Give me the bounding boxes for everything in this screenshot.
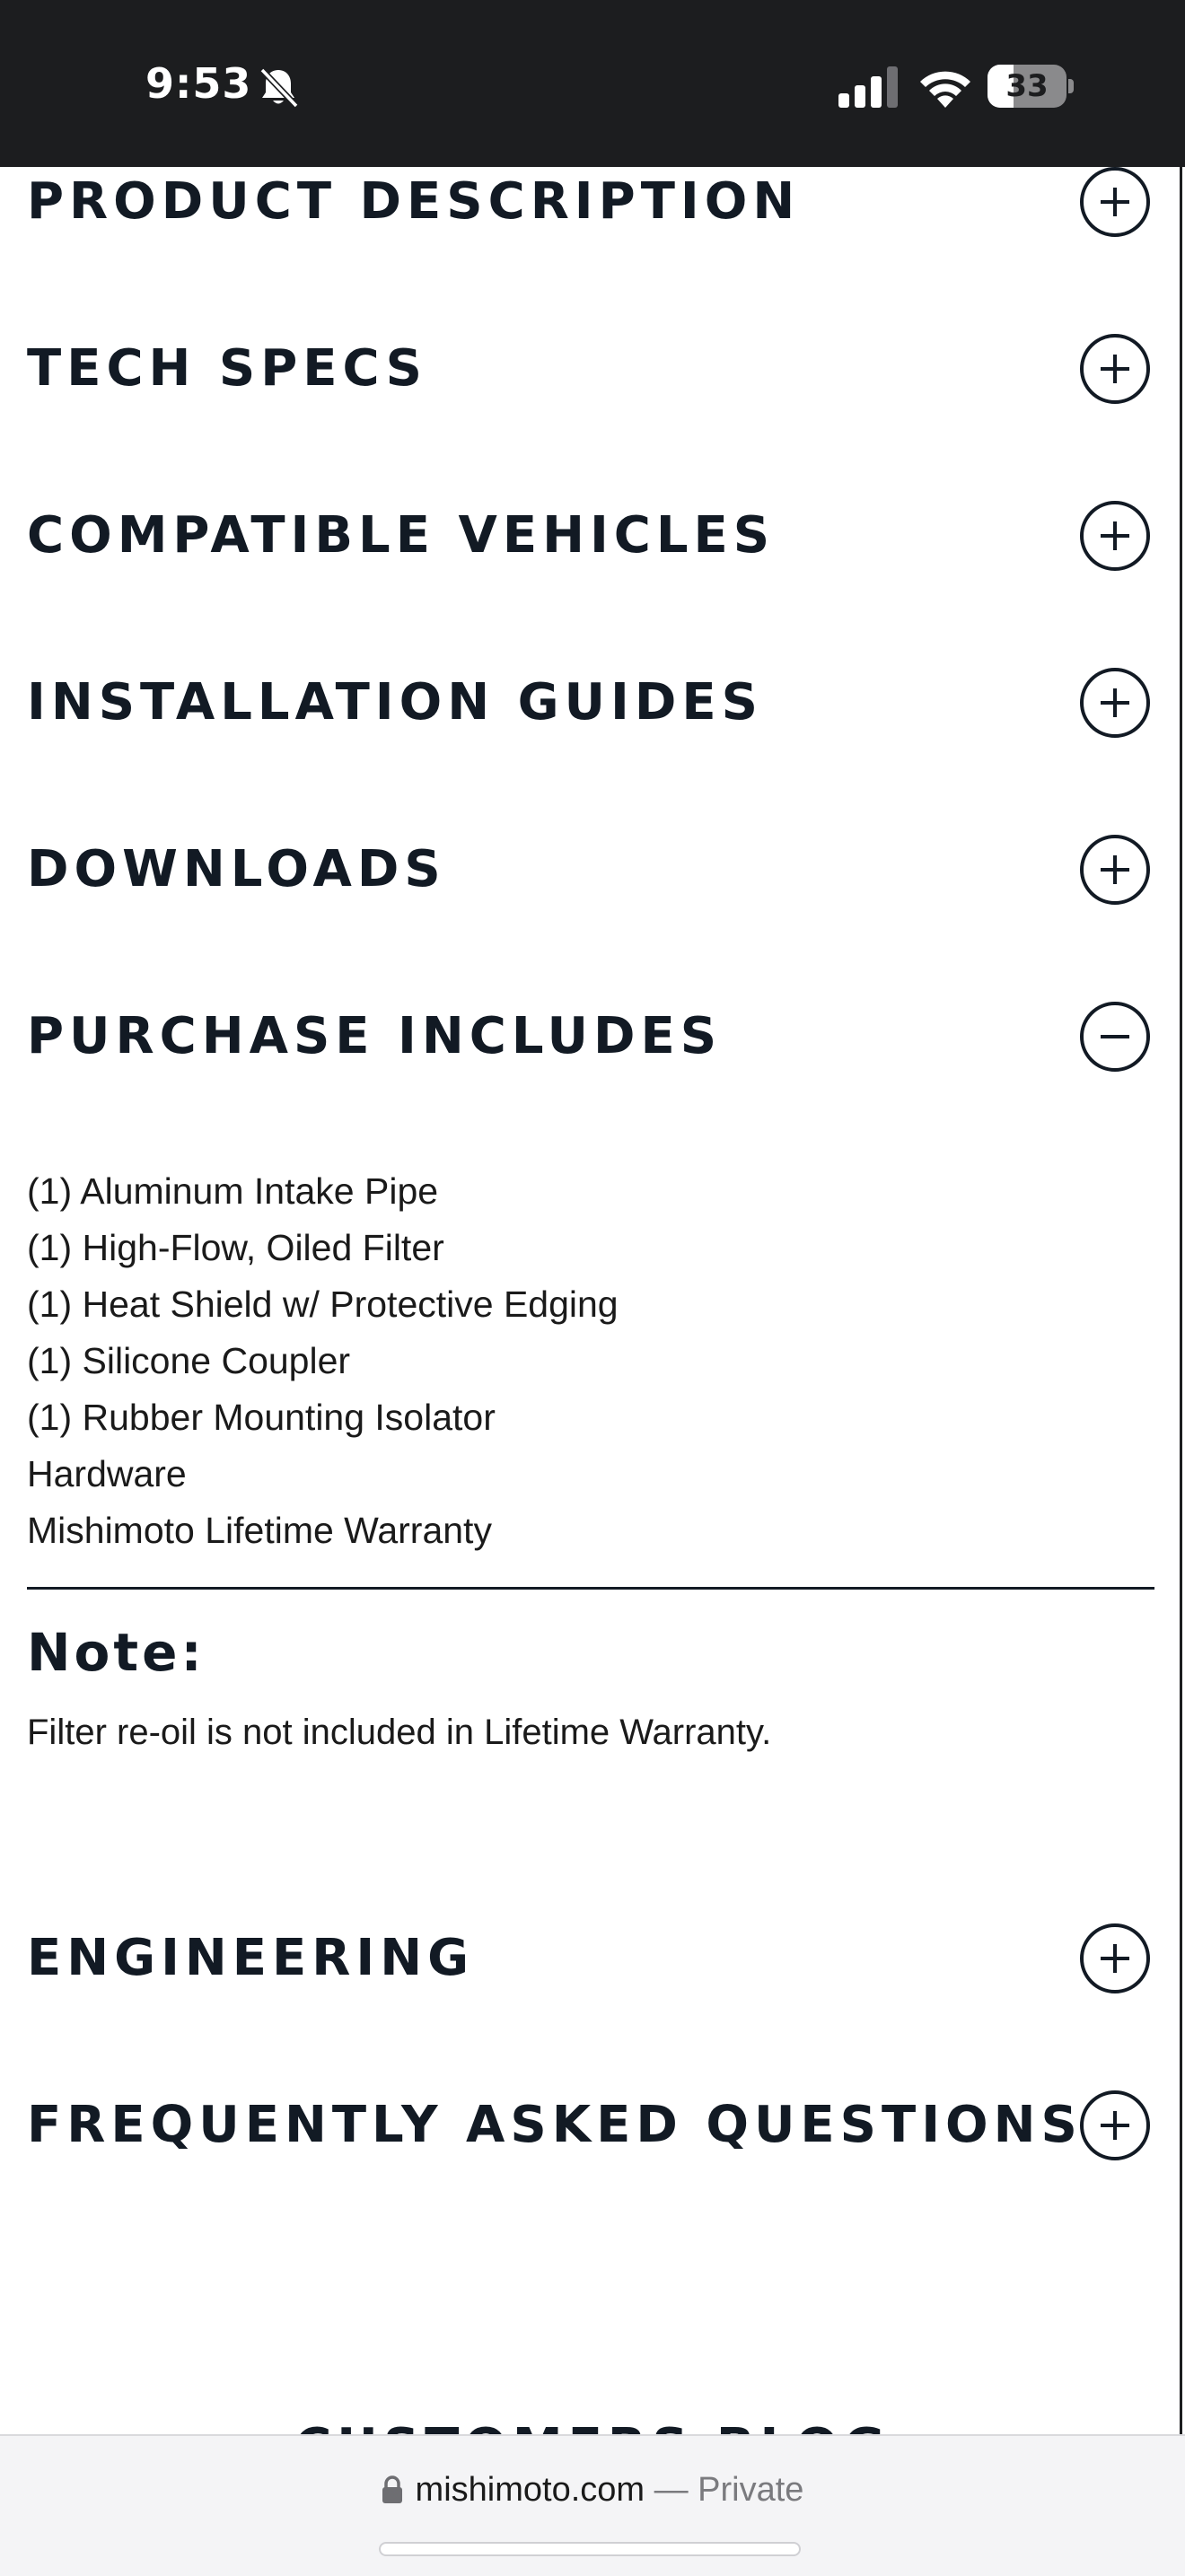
status-bar: [0, 0, 1185, 167]
url-separator: —: [654, 2471, 689, 2509]
accordion-downloads[interactable]: [0, 820, 1176, 919]
lock-icon: [382, 2475, 403, 2504]
wifi-icon: [917, 63, 973, 108]
page-edge-divider: [1180, 167, 1182, 2436]
plus-circle-icon[interactable]: [1079, 2090, 1151, 2161]
section-title: COMPATIBLE VEHICLES: [27, 506, 776, 565]
section-title: PRODUCT DESCRIPTION: [27, 172, 801, 231]
accordion-faq[interactable]: [0, 2076, 1176, 2175]
accordion-installation-guides[interactable]: [0, 653, 1176, 752]
section-title: INSTALLATION GUIDES: [27, 673, 763, 732]
plus-circle-icon[interactable]: [1079, 1923, 1151, 1994]
divider: [27, 1587, 1154, 1590]
plus-circle-icon[interactable]: [1079, 834, 1151, 906]
accordion-engineering[interactable]: [0, 1909, 1176, 2008]
home-indicator[interactable]: [379, 2542, 801, 2556]
list-item: (1) Heat Shield w/ Protective Edging: [27, 1284, 619, 1325]
address-bar[interactable]: [0, 2463, 1185, 2517]
list-item: (1) Aluminum Intake Pipe: [27, 1170, 439, 1212]
private-mode-label: Private: [698, 2471, 804, 2509]
note-heading: Note:: [27, 1622, 206, 1683]
note-text: Filter re-oil is not included in Lifetime Warranty.: [27, 1713, 772, 1752]
section-title: DOWNLOADS: [27, 840, 446, 898]
list-item: Mishimoto Lifetime Warranty: [27, 1510, 492, 1551]
list-item: Hardware: [27, 1453, 187, 1494]
accordion-tech-specs[interactable]: [0, 320, 1176, 418]
plus-circle-icon[interactable]: [1079, 166, 1151, 238]
list-item: (1) Rubber Mounting Isolator: [27, 1397, 496, 1438]
plus-circle-icon[interactable]: [1079, 500, 1151, 572]
section-title: TECH SPECS: [27, 339, 428, 398]
battery-icon: [988, 65, 1074, 108]
accordion-compatible-vehicles[interactable]: [0, 486, 1176, 585]
section-title: PURCHASE INCLUDES: [27, 1007, 723, 1065]
accordion-product-description[interactable]: [0, 153, 1176, 251]
plus-circle-icon[interactable]: [1079, 333, 1151, 405]
url-domain: mishimoto.com: [415, 2471, 645, 2509]
section-title: FREQUENTLY ASKED QUESTIONS: [27, 2096, 1083, 2154]
list-item: (1) High-Flow, Oiled Filter: [27, 1227, 444, 1268]
battery-percent: 33: [1005, 68, 1049, 104]
accordion-purchase-includes[interactable]: [0, 987, 1176, 1086]
cellular-signal-icon: [838, 66, 900, 108]
list-item: (1) Silicone Coupler: [27, 1340, 351, 1381]
section-title: ENGINEERING: [27, 1929, 475, 1987]
status-time: 9:53: [145, 59, 252, 108]
browser-bottom-bar: [0, 2434, 1185, 2576]
plus-circle-icon[interactable]: [1079, 667, 1151, 739]
minus-circle-icon[interactable]: [1079, 1001, 1151, 1073]
purchase-includes-list: [27, 1163, 619, 1559]
bell-slash-icon: [255, 65, 302, 111]
